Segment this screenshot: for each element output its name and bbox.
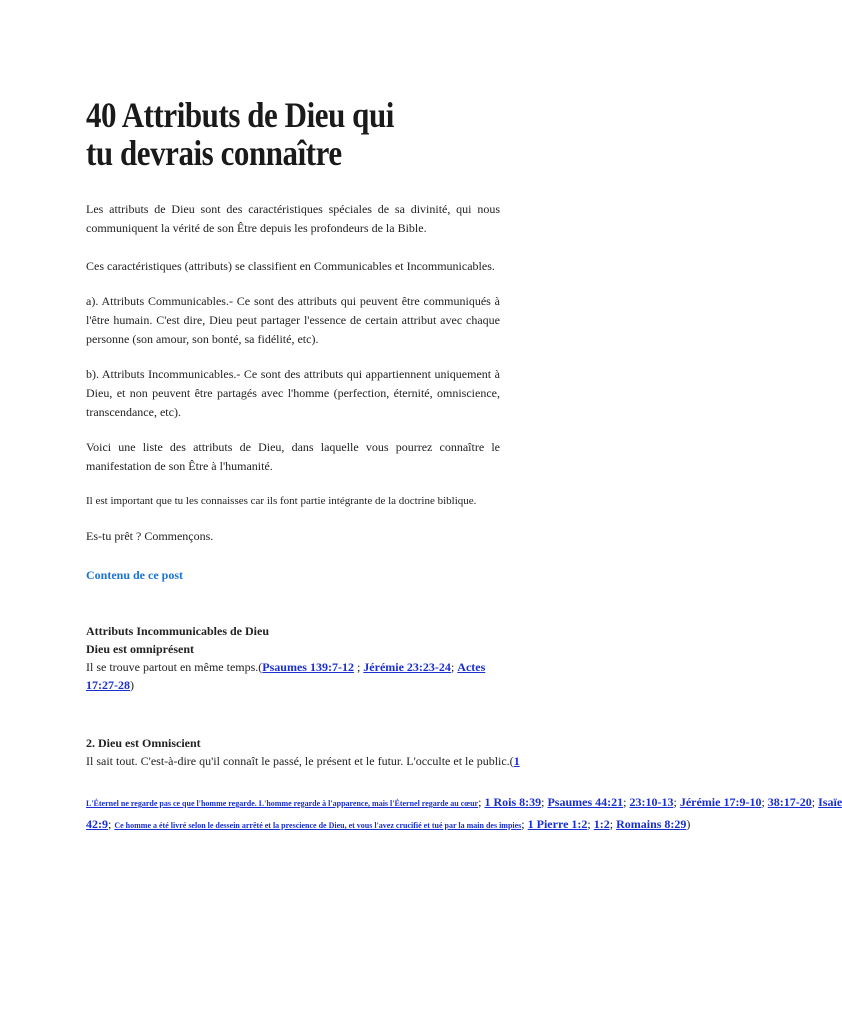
- verse-quote-link[interactable]: Ce homme a été livré selon le dessein arrêté et la prescience de Dieu, et vous l'avez crucifié et tué par la main des impies: [114, 821, 522, 830]
- verse-link[interactable]: Romains 8:29: [616, 817, 687, 831]
- verse-link[interactable]: Psaumes 139:7-12: [262, 660, 354, 674]
- intro-paragraph-1: Les attributs de Dieu sont des caractéristiques spéciales de sa divinité, qui nous communiquent la vérité de son Être depuis les profondeurs de la Bible.: [86, 202, 500, 235]
- verse-link[interactable]: 42:9: [86, 817, 108, 831]
- intro-paragraph-3: a). Attributs Communicables.- Ce sont des attributs qui peuvent être communiqués à l'être humain. C'est dire, Dieu peut partager l'essence de certain attribut avec chaque personne (son amour, son bonté, sa fidélité, etc).: [86, 294, 500, 346]
- omniscient-refs-line-1: L'Éternel ne regarde pas ce que l'homme regarde. L'homme regarde à l'apparence, mais l'Éternel regarde au cœur; 1 Rois 8:39; Psaumes 44:21; 23:10-13; Jérémie 17:9-10; 38:17-20; Isaïe: [86, 795, 842, 809]
- intro-paragraph-7: Es-tu prêt ? Commençons.: [86, 529, 214, 543]
- section-heading: Attributs Incommunicables de Dieu: [86, 624, 270, 638]
- intro-paragraph-5: Voici une liste des attributs de Dieu, dans laquelle vous pourrez connaître le manifestation de son Être à l'humanité.: [86, 440, 500, 473]
- verse-link[interactable]: 1 Pierre 1:2: [527, 817, 588, 831]
- title-line-1: 40 Attributs de Dieu qui: [86, 95, 394, 135]
- omniscient-refs-line-2: 42:9; Ce homme a été livré selon le dessein arrêté et la prescience de Dieu, et vous l'avez crucifié et tué par la main des impies; 1 Pierre 1:2; 1:2; Romains 8:29): [86, 817, 691, 831]
- verse-link[interactable]: Psaumes 44:21: [547, 795, 624, 809]
- verse-link[interactable]: Actes 17:27-28: [86, 660, 486, 692]
- attribute-description: Il se trouve partout en même temps.(: [86, 660, 263, 674]
- verse-link[interactable]: Isaïe: [818, 795, 842, 809]
- attribute-title-omnipresent: Dieu est omniprésent: [86, 642, 194, 656]
- verse-link[interactable]: 1:2: [593, 817, 610, 831]
- verse-link[interactable]: 1: [513, 754, 520, 768]
- intro-paragraph-6: Il est important que tu les connaisses car ils font partie intégrante de la doctrine biblique.: [86, 495, 477, 507]
- attribute-text-omniscient: [86, 752, 520, 770]
- closing-paren: ): [686, 817, 691, 831]
- verse-link[interactable]: Jérémie 17:9-10: [679, 795, 762, 809]
- article: [86, 95, 520, 770]
- table-of-contents-link[interactable]: Contenu de ce post: [86, 568, 184, 582]
- attribute-title-omniscient: 2. Dieu est Omniscient: [86, 736, 201, 750]
- verse-link[interactable]: 38:17-20: [767, 795, 812, 809]
- verse-quote-link[interactable]: L'Éternel ne regarde pas ce que l'homme regarde. L'homme regarde à l'apparence, mais l'Éternel regarde au cœur: [86, 799, 479, 808]
- title-line-2: tu devrais connaître: [86, 133, 342, 173]
- attribute-text-omnipresent: Il se trouve partout en même temps.(Psaumes 139:7-12 ; Jérémie 23:23-24; Actes 17:27-28): [86, 660, 486, 692]
- attribute-description: Il sait tout. C'est-à-dire qu'il connaît le passé, le présent et le futur. L'occulte et le public.(: [86, 754, 514, 768]
- intro-paragraph-4: b). Attributs Incommunicables.- Ce sont des attributs qui appartiennent uniquement à Dieu, et non peuvent être partagés avec l'homme (perfection, éternité, omniscience, transcendance, etc).: [86, 367, 500, 419]
- verse-link[interactable]: 1 Rois 8:39: [484, 795, 542, 809]
- verse-link[interactable]: 23:10-13: [629, 795, 674, 809]
- page-title: [86, 96, 499, 172]
- intro-paragraph-2: Ces caractéristiques (attributs) se classifient en Communicables et Incommunicables.: [86, 259, 495, 273]
- closing-paren: ): [130, 678, 134, 692]
- verse-link[interactable]: Jérémie 23:23-24: [363, 660, 451, 674]
